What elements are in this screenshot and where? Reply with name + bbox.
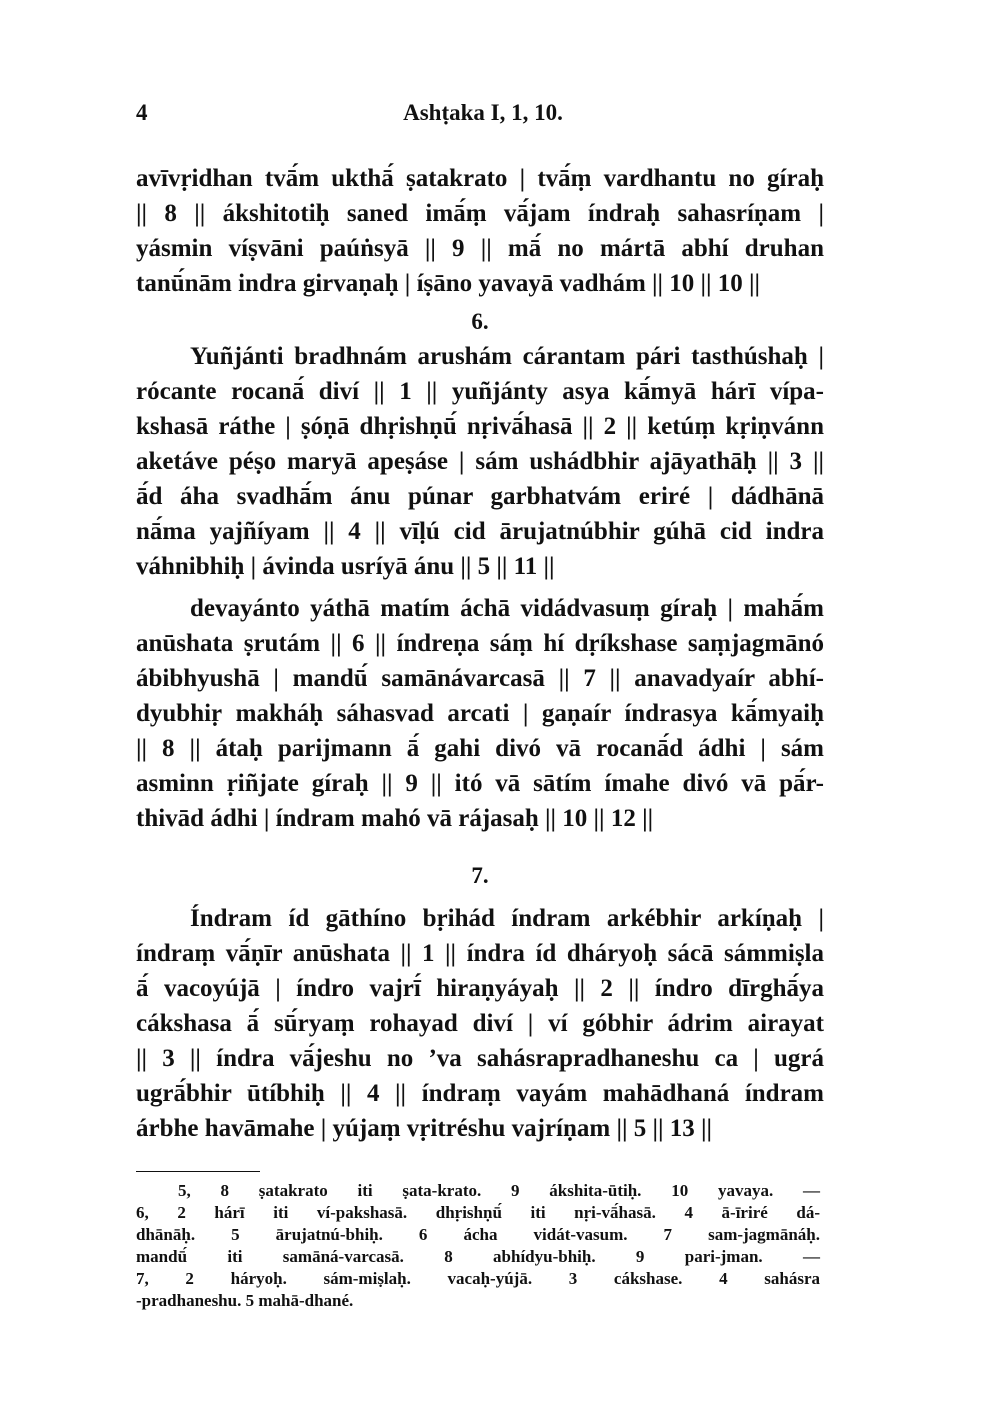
page-number: 4: [136, 100, 148, 125]
footnote-divider: [136, 1171, 260, 1172]
running-head: Ashṭaka I, 1, 10.: [403, 100, 563, 125]
footnote-line: 7, 2 háryoḥ. sám-miṣlaḥ. vacaḥ-yújā. 3 cákshase. 4 sahásra: [136, 1269, 820, 1288]
page-header: [136, 100, 830, 132]
text-line: thivād ádhi | índram mahó vā rájasaḥ || 10 || 12 ||: [136, 805, 654, 832]
section-number: 6.: [471, 309, 489, 334]
footnote-line: mandū́ iti samāná-varcasā. 8 abhídyu-bhiḥ. 9 pari-jman. —: [136, 1247, 820, 1266]
text-line: aketáve péṣo maryā apeṣáse | sám ushádbhir ajāyathāḥ || 3 ||: [136, 448, 824, 475]
text-line: ā́ vacoyújā | índro vajrī́ hiraṇyáyaḥ || 2 || índro dīrghā́ya: [136, 975, 824, 1002]
text-line: rócante rocanā́ diví || 1 || yuñjánty asya kā́myā hárī vípa-: [136, 378, 824, 405]
text-line: tanū́nām indra girvaṇaḥ | íṣāno yavayā vadhám || 10 || 10 ||: [136, 270, 761, 297]
text-line: yásmin víṣvāni paúṅsyā || 9 || mā́ no mártā abhí druhan: [136, 235, 824, 262]
footnote-line: -pradhaneshu. 5 mahā-dhané.: [136, 1291, 354, 1310]
footnote-line: dhānāḥ. 5 ārujatnú-bhiḥ. 6 ácha vidát-vasum. 7 sam-jagmānáḥ.: [136, 1225, 820, 1244]
text-line: cákshasa ā́ sū́ryaṃ rohayad diví | ví góbhir ádrim airayat: [136, 1010, 824, 1037]
text-line: || 8 || ákshitotiḥ saned imā́ṃ vā́jam índraḥ sahasríṇam |: [136, 200, 824, 227]
text-line: ugrā́bhir ūtíbhiḥ || 4 || índraṃ vayám mahādhaná índram: [136, 1080, 824, 1107]
text-line: || 8 || átaḥ parijmann ā́ gahi divó vā rocanā́d ádhi | sám: [136, 735, 824, 762]
text-line: anūshata ṣrutám || 6 || índreṇa sáṃ hí dṛíkshase saṃjagmānó: [136, 630, 824, 657]
text-line: árbhe havāmahe | yújaṃ vṛitréshu vajríṇam || 5 || 13 ||: [136, 1115, 713, 1142]
text-line: nā́ma yajñíyam || 4 || vīḷú cid ārujatnúbhir gúhā cid indra: [136, 518, 824, 545]
text-line: avīvṛidhan tvā́m ukthā́ ṣatakrato | tvā́ṃ vardhantu no gíraḥ: [136, 165, 824, 192]
text-line: ā́d áha svadhā́m ánu púnar garbhatvám eriré | dádhānā: [136, 483, 824, 510]
footnote-line: 5, 8 ṣatakrato iti ṣata-krato. 9 ákshita-ūtiḥ. 10 yavaya. —: [178, 1181, 820, 1200]
text-line: ábibhyushā | mandū́ samānávarcasā || 7 || anavadyaír abhí-: [136, 665, 824, 692]
text-line: índraṃ vā́ṇīr anūshata || 1 || índra íd dháryoḥ sácā sámmiṣla: [136, 940, 824, 967]
text-line: váhnibhiḥ | ávinda usríyā ánu || 5 || 11 ||: [136, 553, 555, 580]
text-line: devayánto yáthā matím áchā vidádvasuṃ gíraḥ | mahā́m: [190, 595, 824, 622]
section-number: 7.: [471, 863, 489, 888]
text-line: || 3 || índra vā́jeshu no ’va sahásrapradhaneshu ca | ugrá: [136, 1045, 824, 1072]
text-line: kshasā ráthe | ṣóṇā dhṛishṇū́ nṛivā́hasā || 2 || ketúṃ kṛiṇvánn: [136, 413, 824, 440]
text-line: dyubhiṛ makháḥ sáhasvad arcati | gaṇaír índrasya kā́myaiḥ: [136, 700, 824, 727]
text-line: asminn ṛiñjate gíraḥ || 9 || itó vā sātím ímahe divó vā pā́r-: [136, 770, 824, 797]
text-line: Índram íd gāthíno bṛihád índram arkébhir arkíṇaḥ |: [190, 905, 824, 932]
text-line: Yuñjánti bradhnám arushám cárantam pári tasthúshaḥ |: [190, 343, 824, 370]
footnote-line: 6, 2 hárī iti ví-pakshasā. dhṛishṇū́ iti nṛi-vā́hasā. 4 ā-īriré dá-: [136, 1203, 820, 1222]
